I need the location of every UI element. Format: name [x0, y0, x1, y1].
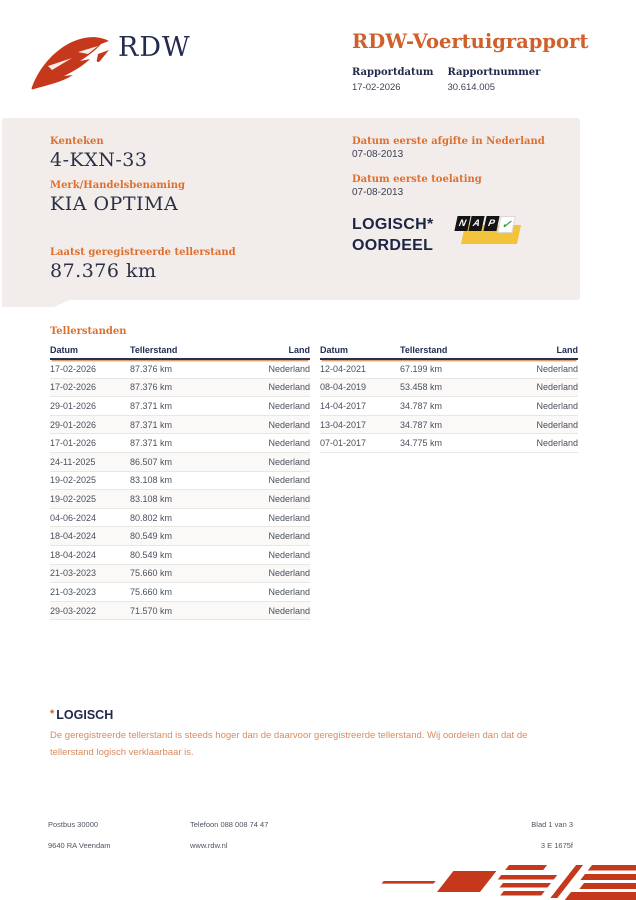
- rdw-flag-motif-graphic: [346, 860, 636, 900]
- kenteken-value: 4-KXN-33: [50, 149, 148, 171]
- table-body-left: [50, 360, 310, 620]
- table-row: [50, 527, 310, 546]
- table-cell: 87.371 km: [130, 400, 173, 411]
- panel-tail-notch: [2, 298, 74, 307]
- footer-contact: [190, 820, 268, 862]
- table-cell: 34.787 km: [400, 419, 443, 430]
- tellerstanden-table-left: [50, 343, 310, 620]
- footer-address: [48, 820, 111, 862]
- table-cell: 18-04-2024: [50, 549, 97, 560]
- nap-checkmark-icon: ✓: [497, 216, 516, 233]
- table-row: [50, 416, 310, 435]
- table-cell: 83.108 km: [130, 493, 173, 504]
- column-header-datum: Datum: [320, 345, 349, 355]
- nap-logo: [456, 216, 522, 248]
- tellerstanden-title: Tellerstanden: [50, 326, 127, 337]
- table-cell: 87.371 km: [130, 419, 173, 430]
- table-row: [50, 565, 310, 584]
- column-header-land: Land: [288, 345, 310, 355]
- laatste-tellerstand-label: Laatst geregistreerde tellerstand: [50, 247, 236, 258]
- table-cell: Nederland: [268, 493, 310, 504]
- footer-website: www.rdw.nl: [190, 841, 228, 850]
- table-row: [320, 434, 578, 453]
- table-cell: 19-02-2025: [50, 493, 97, 504]
- rdw-logo: [28, 30, 191, 96]
- table-cell: 18-04-2024: [50, 531, 97, 542]
- footer-postbus: Postbus 30000: [48, 820, 99, 829]
- table-cell: Nederland: [536, 419, 578, 430]
- footer-page-indicator: Blad 1 van 3: [531, 820, 573, 829]
- tellerstanden-section: [50, 326, 578, 620]
- table-row: [320, 379, 578, 398]
- table-cell: Nederland: [268, 549, 310, 560]
- laatste-tellerstand-value: 87.376 km: [50, 260, 157, 282]
- report-date-block: [352, 67, 434, 93]
- table-cell: 04-06-2024: [50, 512, 97, 523]
- table-cell: 75.660 km: [130, 568, 173, 579]
- report-number-label: Rapportnummer: [447, 67, 541, 78]
- table-cell: Nederland: [268, 400, 310, 411]
- table-cell: 71.570 km: [130, 605, 173, 616]
- table-cell: Nederland: [268, 456, 310, 467]
- merk-value: KIA OPTIMA: [50, 193, 179, 215]
- column-header-tellerstand: Tellerstand: [130, 345, 178, 355]
- table-row: [50, 379, 310, 398]
- report-date-label: Rapportdatum: [352, 67, 434, 78]
- table-body-right: [320, 360, 578, 453]
- footer-page-info: [531, 820, 573, 862]
- afgifte-label: Datum eerste afgifte in Nederland: [352, 136, 545, 147]
- report-number-block: [448, 67, 541, 93]
- table-cell: Nederland: [268, 568, 310, 579]
- table-cell: 21-03-2023: [50, 586, 97, 597]
- table-cell: 07-01-2017: [320, 438, 367, 449]
- footnote-asterisk: *: [50, 708, 55, 720]
- table-cell: Nederland: [268, 531, 310, 542]
- table-cell: 53.458 km: [400, 382, 443, 393]
- table-cell: 80.549 km: [130, 531, 173, 542]
- logisch-footnote: [50, 708, 570, 761]
- table-cell: 29-01-2026: [50, 419, 97, 430]
- table-cell: 29-01-2026: [50, 400, 97, 411]
- report-title: RDW-Voertuigrapport: [352, 30, 589, 53]
- footnote-body: De geregistreerde tellerstand is steeds hoger dan de daarvoor geregistreerde tellerstand. Wij oordelen dan dat de tellerstand logisch verklaarbaar is.: [50, 730, 528, 758]
- table-cell: 34.787 km: [400, 400, 443, 411]
- table-row: [50, 583, 310, 602]
- table-row: [50, 509, 310, 528]
- toelating-value: 07-08-2013: [352, 187, 404, 198]
- table-header-row: [320, 343, 578, 360]
- oordeel-line1: LOGISCH*: [352, 216, 434, 233]
- table-cell: 87.376 km: [130, 382, 173, 393]
- report-header: [352, 30, 592, 93]
- table-row: [50, 602, 310, 621]
- column-header-tellerstand: Tellerstand: [400, 345, 448, 355]
- table-cell: Nederland: [268, 363, 310, 374]
- rdw-wordmark: RDW: [118, 32, 191, 63]
- nap-letter-a: A: [468, 216, 484, 231]
- table-cell: Nederland: [268, 419, 310, 430]
- table-cell: Nederland: [268, 512, 310, 523]
- table-cell: Nederland: [268, 586, 310, 597]
- footnote-title: [50, 708, 570, 722]
- table-row: [320, 416, 578, 435]
- table-cell: 67.199 km: [400, 363, 443, 374]
- table-cell: 29-03-2022: [50, 605, 97, 616]
- table-cell: 17-02-2026: [50, 382, 97, 393]
- table-cell: 87.376 km: [130, 363, 173, 374]
- table-cell: 80.549 km: [130, 549, 173, 560]
- table-row: [50, 546, 310, 565]
- table-row: [50, 360, 310, 379]
- table-cell: 08-04-2019: [320, 382, 367, 393]
- table-cell: Nederland: [536, 363, 578, 374]
- merk-label: Merk/Handelsbenaming: [50, 180, 186, 191]
- table-cell: 21-03-2023: [50, 568, 97, 579]
- table-row: [320, 360, 578, 379]
- column-header-land: Land: [556, 345, 578, 355]
- table-cell: Nederland: [536, 382, 578, 393]
- table-cell: Nederland: [536, 400, 578, 411]
- table-header-row: [50, 343, 310, 360]
- table-cell: Nederland: [268, 605, 310, 616]
- table-cell: 24-11-2025: [50, 456, 96, 467]
- footer-phone: Telefoon 088 008 74 47: [190, 820, 269, 829]
- oordeel-line2: OORDEEL: [352, 237, 434, 254]
- footer-city: 9640 RA Veendam: [48, 841, 111, 850]
- table-cell: Nederland: [536, 438, 578, 449]
- afgifte-value: 07-08-2013: [352, 149, 404, 160]
- rdw-feather-icon: [28, 30, 112, 96]
- table-cell: Nederland: [268, 382, 310, 393]
- table-cell: 87.371 km: [130, 438, 173, 449]
- table-cell: 13-04-2017: [320, 419, 367, 430]
- table-cell: Nederland: [268, 475, 310, 486]
- table-cell: 17-01-2026: [50, 438, 97, 449]
- column-header-datum: Datum: [50, 345, 79, 355]
- table-cell: 14-04-2017: [320, 400, 367, 411]
- footnote-title-text: LOGISCH: [56, 708, 114, 722]
- table-cell: 12-04-2021: [320, 363, 367, 374]
- report-date-value: 17-02-2026: [352, 82, 401, 93]
- table-cell: Nederland: [268, 438, 310, 449]
- table-row: [50, 472, 310, 491]
- oordeel-text: [352, 214, 434, 256]
- kenteken-label: Kenteken: [50, 136, 104, 147]
- table-row: [50, 434, 310, 453]
- table-row: [50, 490, 310, 509]
- table-cell: 17-02-2026: [50, 363, 97, 374]
- table-row: [320, 397, 578, 416]
- table-cell: 34.775 km: [400, 438, 443, 449]
- table-row: [50, 397, 310, 416]
- table-cell: 75.660 km: [130, 586, 173, 597]
- oordeel-block: [352, 214, 567, 256]
- table-cell: 86.507 km: [130, 456, 173, 467]
- table-cell: 80.802 km: [130, 512, 173, 523]
- table-row: [50, 453, 310, 472]
- toelating-label: Datum eerste toelating: [352, 174, 482, 185]
- footer-doc-code: 3 E 1675f: [540, 841, 573, 850]
- nap-letter-n: N: [454, 216, 470, 231]
- tellerstanden-table-right: [320, 343, 578, 453]
- table-cell: 19-02-2025: [50, 475, 97, 486]
- table-cell: 83.108 km: [130, 475, 173, 486]
- nap-letter-p: P: [483, 216, 499, 231]
- vehicle-summary-panel: [2, 118, 580, 300]
- report-number-value: 30.614.005: [447, 82, 496, 93]
